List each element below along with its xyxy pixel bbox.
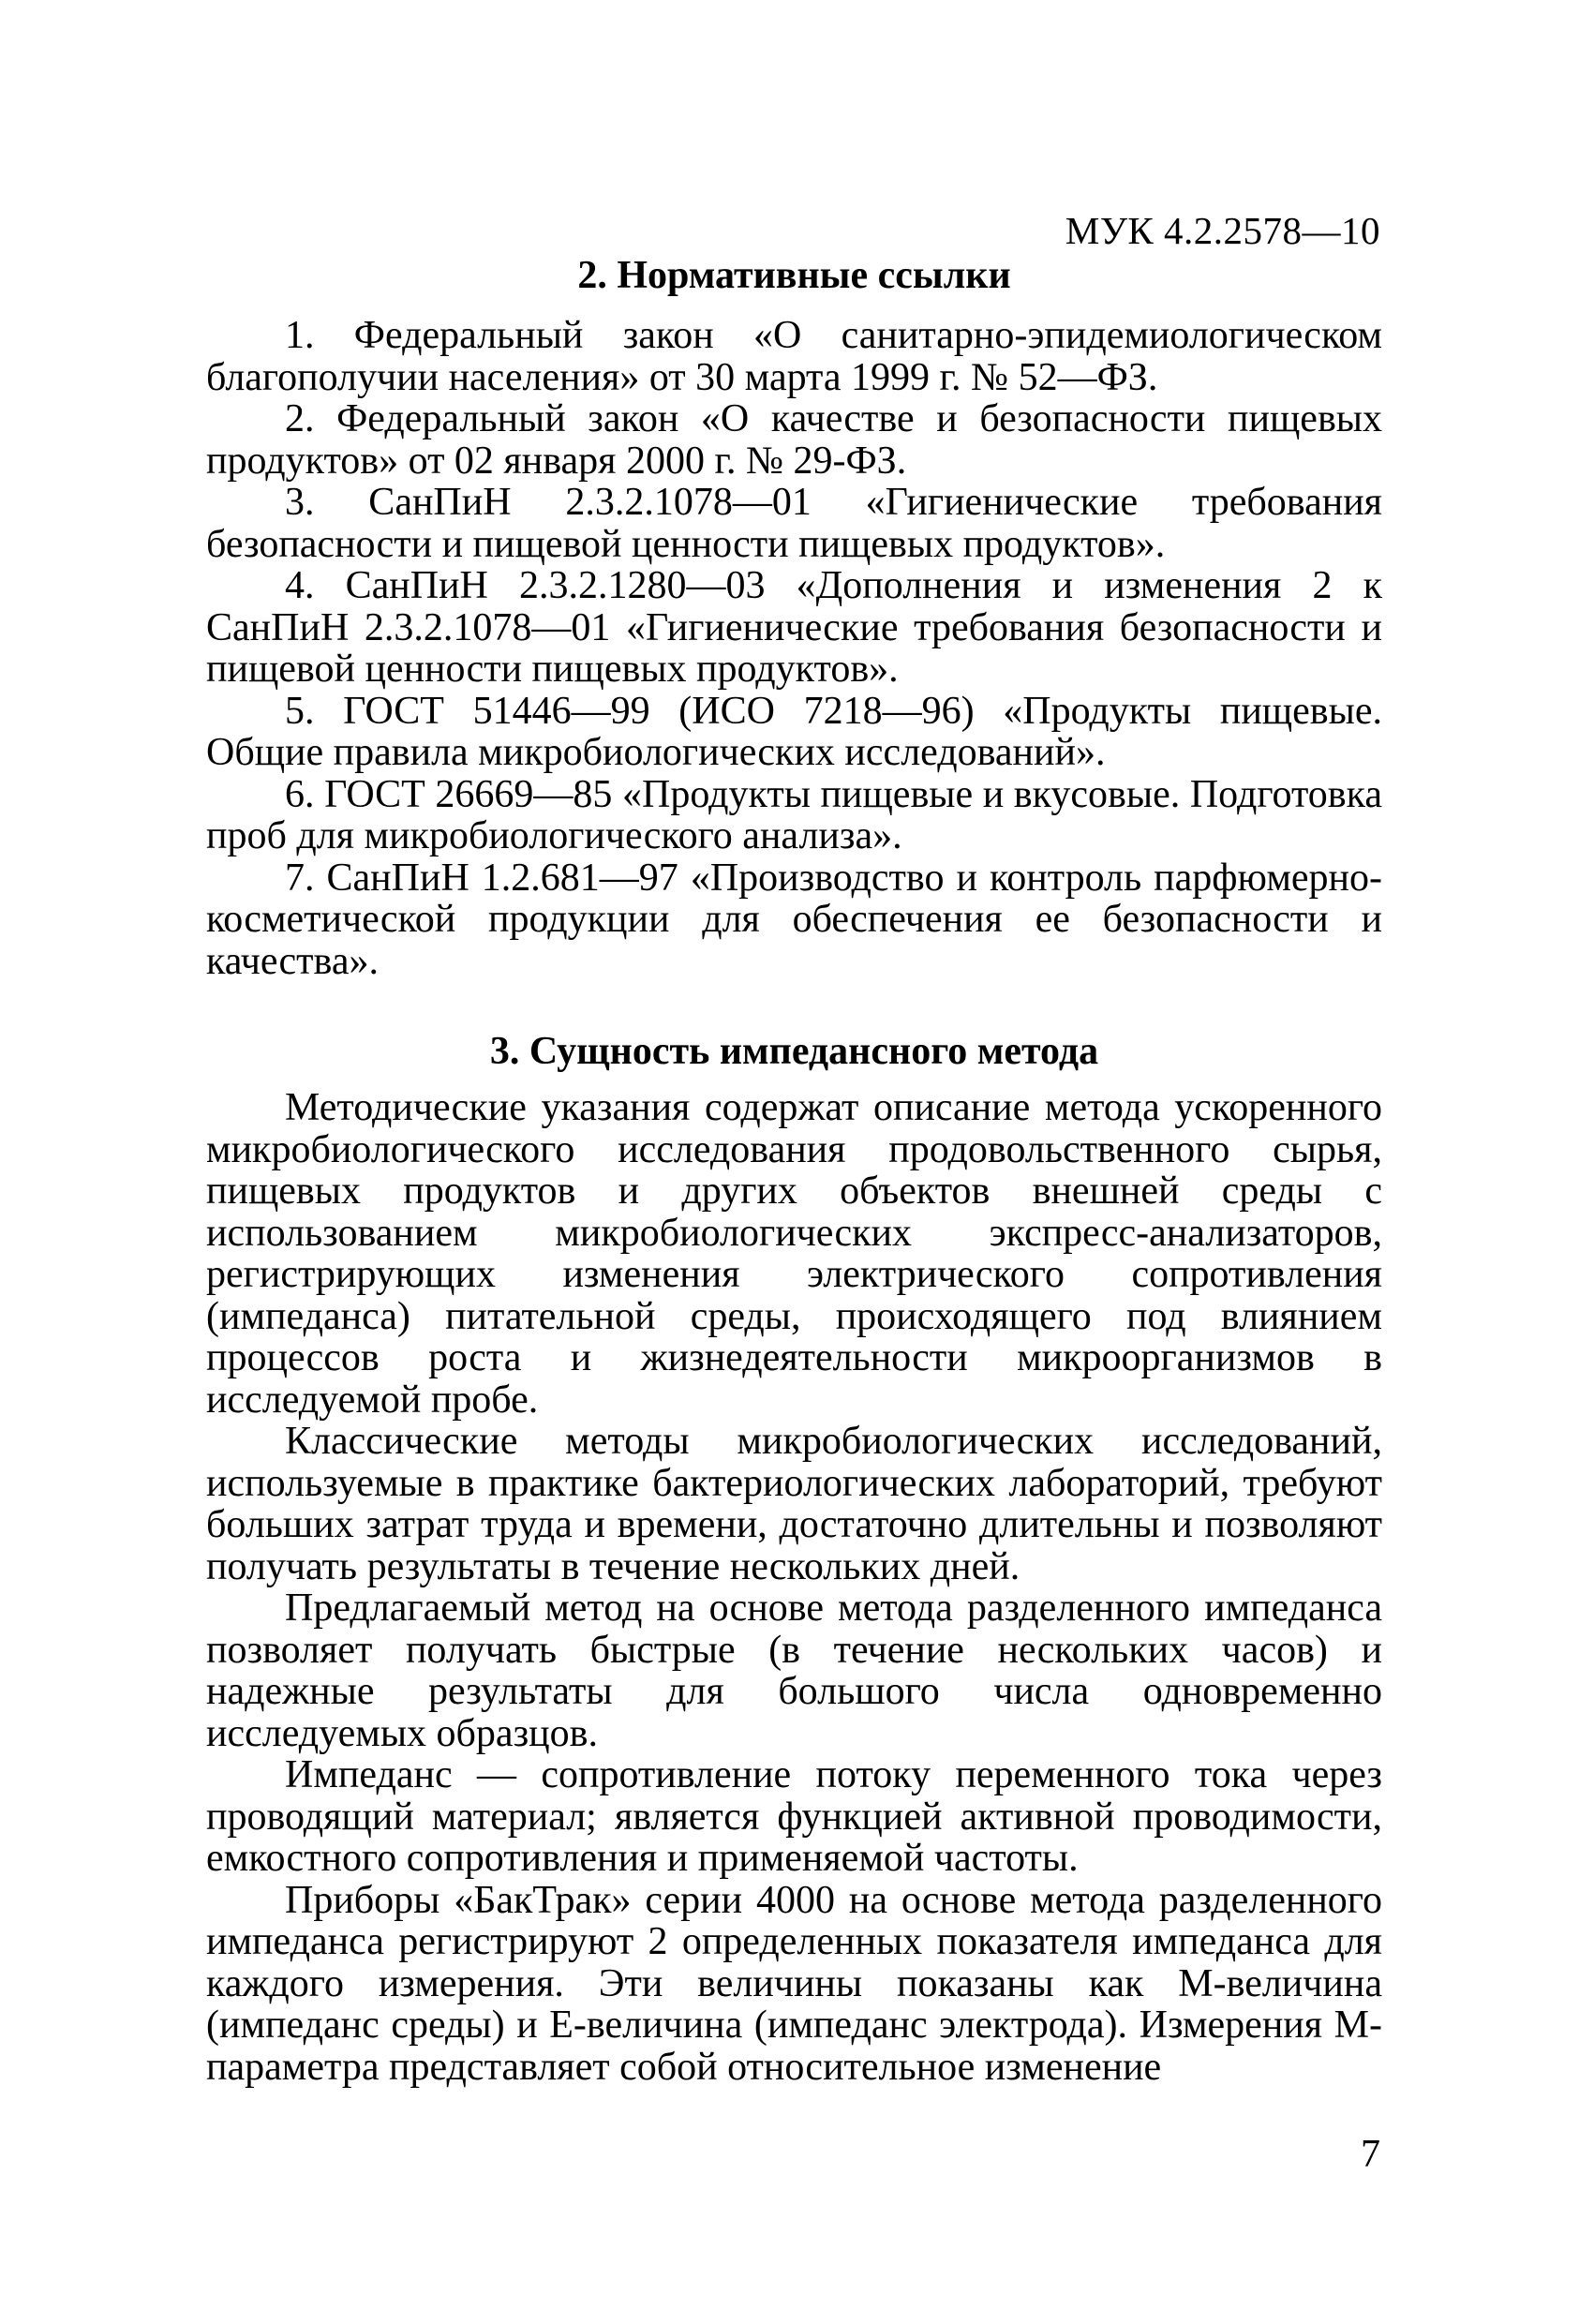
method-paragraph-1: Методические указания содержат описание метода ускоренного микробиологического исследования продовольственного сырья, пищевых продуктов и других объектов внешней среды с использованием микробиологических экспресс-анализаторов, регистрирующих изменения электрического сопротивления (импеданса) питательной среды, происходящего под влиянием процессов роста и жизнедеятельности микроорганизмов в исследуемой пробе.: [206, 1086, 1382, 1422]
method-paragraph-3: Предлагаемый метод на основе метода разделенного импеданса позволяет получать быстрые (в течение нескольких часов) и надежные результаты для большого числа одновременно исследуемых образцов.: [206, 1587, 1382, 1755]
reference-item-7: 7. СанПиН 1.2.681—97 «Производство и контроль парфюмерно-косметической продукции для обеспечения ее безопасности и качества».: [206, 856, 1382, 983]
method-paragraph-4: Импеданс — сопротивление потоку переменного тока через проводящий материал; является функцией активной проводимости, емкостного сопротивления и применяемой частоты.: [206, 1753, 1382, 1880]
reference-item-3: 3. СанПиН 2.3.2.1078—01 «Гигиенические требования безопасности и пищевой ценности пищевых продуктов».: [206, 481, 1382, 566]
method-paragraph-5: Приборы «БакТрак» серии 4000 на основе метода разделенного импеданса регистрируют 2 определенных показателя импеданса для каждого измерения. Эти величины показаны как М-величина (импеданс среды) и Е-величина (импеданс электрода). Измерения М-параметра представляет собой относительное изменение: [206, 1878, 1382, 2089]
page-content: [206, 251, 1382, 2088]
method-paragraph-2: Классические методы микробиологических исследований, используемые в практике бактериологических лабораторий, требуют больших затрат труда и времени, достаточно длительны и позволяют получать результаты в течение нескольких дней.: [206, 1420, 1382, 1588]
section-2-heading: 2. Нормативные ссылки: [577, 254, 1011, 297]
reference-item-1: 1. Федеральный закон «О санитарно-эпидемиологическом благополучии населения» от 30 марта 1999 г. № 52—ФЗ.: [206, 314, 1382, 399]
document-code: МУК 4.2.2578—10: [1065, 209, 1380, 252]
reference-item-2: 2. Федеральный закон «О качестве и безопасности пищевых продуктов» от 02 января 2000 г. № 29-ФЗ.: [206, 397, 1382, 483]
section-3-heading: 3. Сущность импедансного метода: [489, 1030, 1099, 1073]
reference-item-4: 4. СанПиН 2.3.2.1280—03 «Дополнения и изменения 2 к СанПиН 2.3.2.1078—01 «Гигиенические требования безопасности и пищевой ценности пищевых продуктов».: [206, 564, 1382, 691]
reference-item-6: 6. ГОСТ 26669—85 «Продукты пищевые и вкусовые. Подготовка проб для микробиологического анализа».: [206, 772, 1382, 857]
page-number: 7: [1361, 2133, 1380, 2176]
reference-item-5: 5. ГОСТ 51446—99 (ИСО 7218—96) «Продукты пищевые. Общие правила микробиологических исследований».: [206, 689, 1382, 774]
